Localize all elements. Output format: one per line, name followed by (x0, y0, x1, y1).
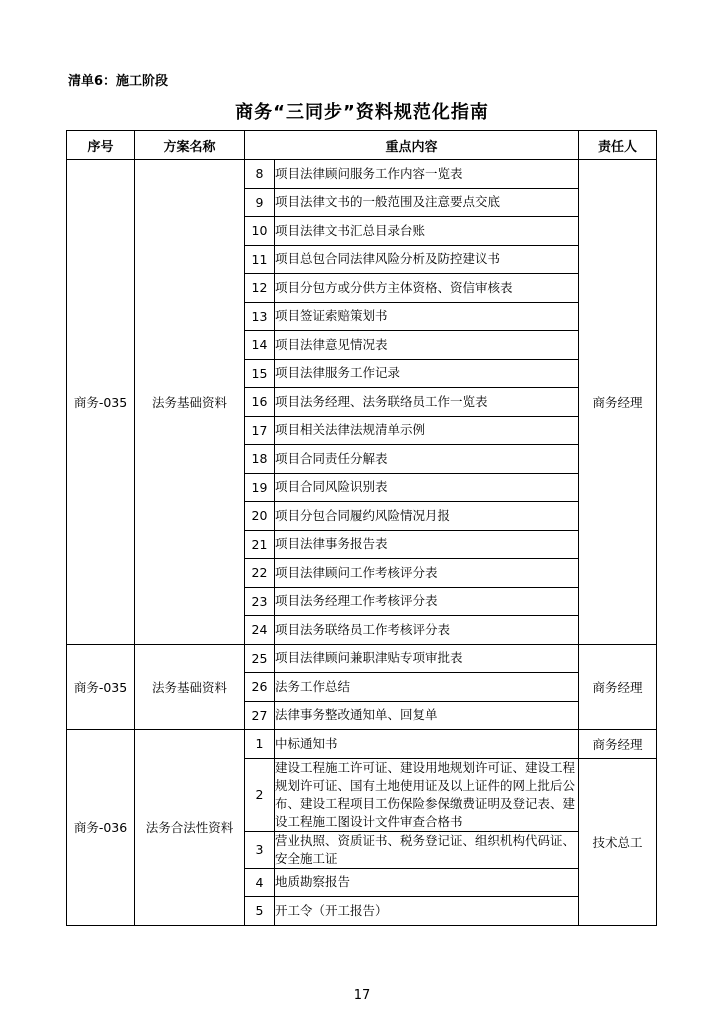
group-id: 商务-035 (67, 160, 135, 645)
item-content: 项目法律顾问工作考核评分表 (275, 559, 579, 588)
group-id: 商务-036 (67, 730, 135, 926)
guide-table (66, 130, 657, 926)
item-content: 项目法律文书的一般范围及注意要点交底 (275, 188, 579, 217)
item-number: 20 (245, 502, 275, 531)
group-id: 商务-035 (67, 644, 135, 730)
item-content: 项目合同风险识别表 (275, 473, 579, 502)
item-content: 项目法律服务工作记录 (275, 359, 579, 388)
item-number: 21 (245, 530, 275, 559)
item-content: 项目法务经理工作考核评分表 (275, 587, 579, 616)
item-content: 项目总包合同法律风险分析及防控建议书 (275, 245, 579, 274)
item-number: 11 (245, 245, 275, 274)
header-id: 序号 (67, 131, 135, 160)
item-content: 法律事务整改通知单、回复单 (275, 701, 579, 730)
item-content: 项目分包方或分供方主体资格、资信审核表 (275, 274, 579, 303)
item-content: 项目法务联络员工作考核评分表 (275, 616, 579, 645)
item-content: 开工令（开工报告） (275, 897, 579, 926)
group-plan: 法务合法性资料 (135, 730, 245, 926)
group-owner: 商务经理 (579, 160, 657, 645)
table-header-row (67, 131, 657, 160)
item-content: 建设工程施工许可证、建设用地规划许可证、建设工程规划许可证、国有土地使用证及以上证件的网上批后公布、建设工程项目工伤保险参保缴费证明及登记表、建设工程施工图设计文件审查合格书 (275, 758, 579, 831)
item-number: 10 (245, 217, 275, 246)
item-content: 项目法律顾问服务工作内容一览表 (275, 160, 579, 189)
item-number: 17 (245, 416, 275, 445)
item-number: 3 (245, 831, 275, 868)
item-number: 15 (245, 359, 275, 388)
item-number: 13 (245, 302, 275, 331)
item-content: 项目法律文书汇总目录台账 (275, 217, 579, 246)
item-content: 项目相关法律法规清单示例 (275, 416, 579, 445)
item-number: 12 (245, 274, 275, 303)
item-number: 26 (245, 673, 275, 702)
item-content: 营业执照、资质证书、税务登记证、组织机构代码证、安全施工证 (275, 831, 579, 868)
item-number: 4 (245, 868, 275, 897)
item-content: 项目法律意见情况表 (275, 331, 579, 360)
item-number: 14 (245, 331, 275, 360)
group-owner: 商务经理 (579, 644, 657, 730)
item-content: 中标通知书 (275, 730, 579, 759)
item-number: 24 (245, 616, 275, 645)
table-row (67, 644, 657, 673)
item-content: 法务工作总结 (275, 673, 579, 702)
item-content: 项目法务经理、法务联络员工作一览表 (275, 388, 579, 417)
group-plan: 法务基础资料 (135, 160, 245, 645)
page-number: 17 (353, 988, 371, 1003)
header-owner: 责任人 (579, 131, 657, 160)
table-row (67, 160, 657, 189)
item-number: 22 (245, 559, 275, 588)
item-content: 项目合同责任分解表 (275, 445, 579, 474)
item-number: 25 (245, 644, 275, 673)
table-row (67, 730, 657, 759)
item-number: 16 (245, 388, 275, 417)
list-label: 清单6：施工阶段 (68, 74, 169, 89)
item-number: 2 (245, 758, 275, 831)
group-plan: 法务基础资料 (135, 644, 245, 730)
item-number: 8 (245, 160, 275, 189)
page-title: 商务“三同步”资料规范化指南 (235, 102, 489, 123)
item-content: 地质勘察报告 (275, 868, 579, 897)
item-content: 项目法律事务报告表 (275, 530, 579, 559)
item-number: 19 (245, 473, 275, 502)
item-content: 项目分包合同履约风险情况月报 (275, 502, 579, 531)
item-number: 23 (245, 587, 275, 616)
item-number: 5 (245, 897, 275, 926)
item-number: 27 (245, 701, 275, 730)
item-number: 1 (245, 730, 275, 759)
group-owner: 技术总工 (579, 758, 657, 925)
item-content: 项目签证索赔策划书 (275, 302, 579, 331)
header-content: 重点内容 (245, 131, 579, 160)
header-plan: 方案名称 (135, 131, 245, 160)
item-number: 18 (245, 445, 275, 474)
item-number: 9 (245, 188, 275, 217)
group-owner: 商务经理 (579, 730, 657, 759)
item-content: 项目法律顾问兼职津贴专项审批表 (275, 644, 579, 673)
